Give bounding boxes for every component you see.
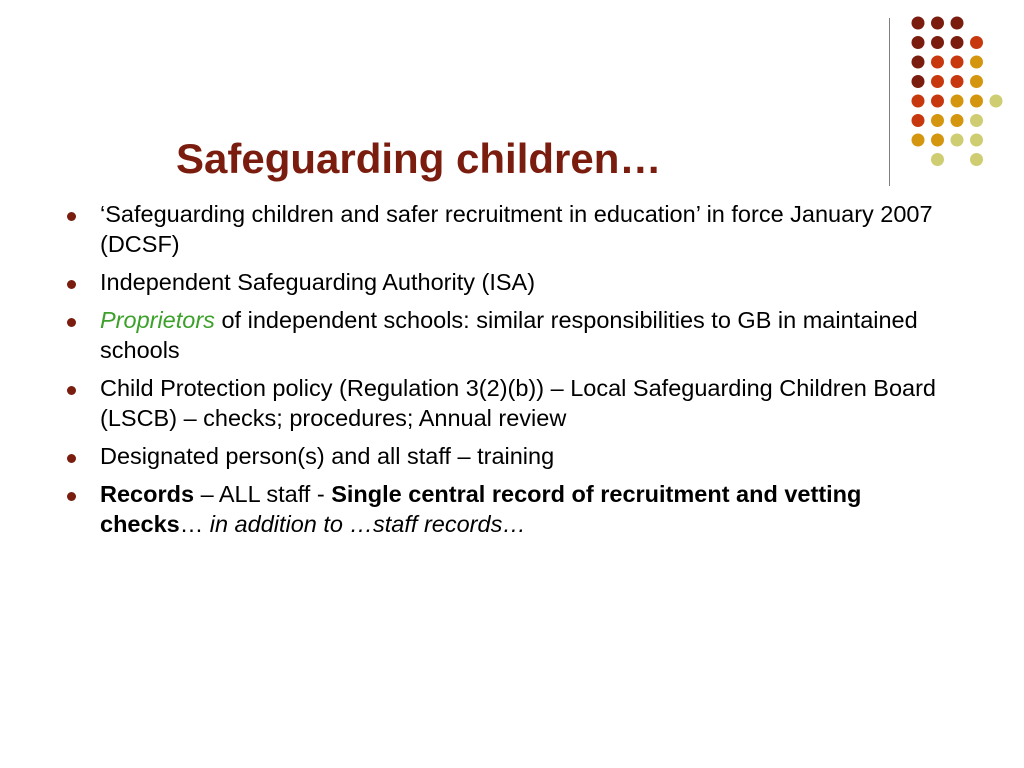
decorative-dot (970, 36, 983, 49)
decorative-dot (931, 36, 944, 49)
bullet-highlight: Proprietors (100, 307, 215, 333)
decorative-dot (951, 95, 964, 108)
decorative-dot (931, 134, 944, 147)
decorative-dot (970, 134, 983, 147)
bullet-dot-icon (67, 492, 76, 501)
slide-title: Safeguarding children… (176, 135, 662, 182)
bullet-lead-bold: Records (100, 481, 195, 507)
decorative-dot (912, 114, 925, 127)
decorative-dot (970, 153, 983, 166)
bullet-text: of independent schools: similar responsibilities to GB in maintained schools (100, 307, 918, 363)
decorative-dot (970, 75, 983, 88)
decorative-dot (990, 95, 1003, 108)
bullet-list (62, 199, 962, 547)
decorative-dot (912, 56, 925, 69)
bullet-item (62, 479, 962, 539)
bullet-text: Child Protection policy (Regulation 3(2)(b)) – Local Safeguarding Children Board (LSCB) – checks; procedures; Annual review (100, 375, 937, 431)
decorative-dot (931, 17, 944, 30)
decorative-dot (951, 17, 964, 30)
decorative-dot (970, 95, 983, 108)
decorative-dot (951, 134, 964, 147)
decorative-dot (912, 75, 925, 88)
decorative-dot (912, 17, 925, 30)
decorative-dot (931, 153, 944, 166)
decorative-dot (970, 56, 983, 69)
bullet-dot-icon (67, 318, 76, 327)
bullet-italic-text: in addition to …staff records… (209, 511, 526, 537)
bullet-text: – ALL staff - (194, 481, 332, 507)
bullet-item (62, 373, 962, 433)
bullet-dot-icon (67, 386, 76, 395)
decorative-dot (912, 134, 925, 147)
decorative-dot (970, 114, 983, 127)
bullet-bold-text: Single central record of recruitment and vetting checks (100, 481, 862, 537)
decorative-dot (912, 95, 925, 108)
bullet-item (62, 199, 962, 259)
bullet-item (62, 267, 962, 297)
decorative-dot (931, 75, 944, 88)
bullet-ellipsis: … (179, 511, 210, 537)
decorative-dot (931, 114, 944, 127)
vertical-divider (889, 18, 890, 186)
decorative-dot (912, 36, 925, 49)
bullet-text: ‘Safeguarding children and safer recruitment in education’ in force January 2007 (DCSF) (100, 201, 933, 257)
decorative-dot (931, 95, 944, 108)
decorative-dot (931, 56, 944, 69)
bullet-item (62, 441, 962, 471)
bullet-dot-icon (67, 212, 76, 221)
bullet-dot-icon (67, 280, 76, 289)
decorative-dot (951, 75, 964, 88)
decorative-dot (951, 114, 964, 127)
bullet-text: Designated person(s) and all staff – training (100, 443, 555, 469)
bullet-text: Independent Safeguarding Authority (ISA) (100, 269, 536, 295)
bullet-item (62, 305, 962, 365)
decorative-dot (951, 56, 964, 69)
decorative-dot (951, 36, 964, 49)
bullet-dot-icon (67, 454, 76, 463)
